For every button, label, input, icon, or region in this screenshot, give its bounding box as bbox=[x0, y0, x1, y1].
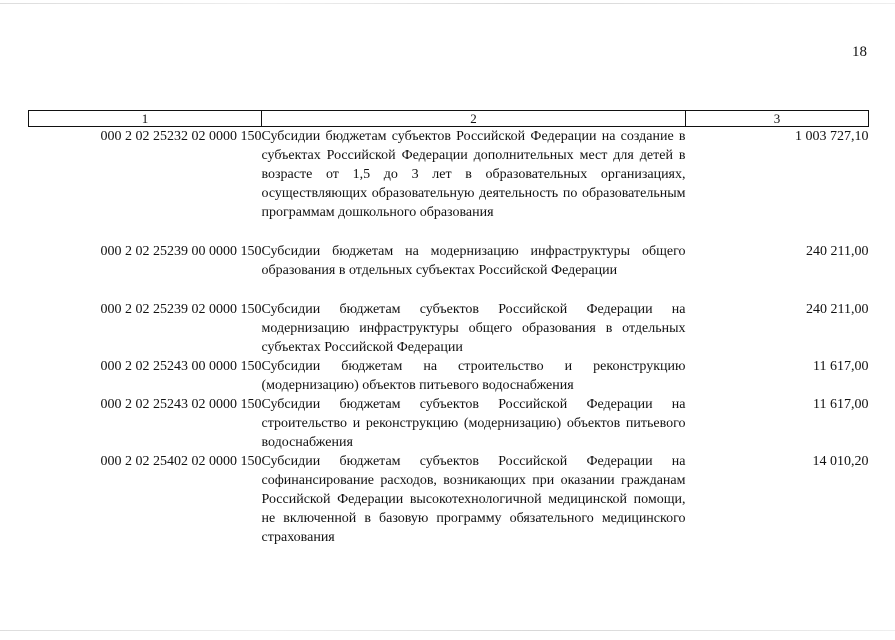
table-header-row bbox=[29, 111, 869, 127]
budget-description: Субсидии бюджетам субъектов Российской Федерации на модернизацию инфраструктуры общего образования в отдельных субъектах Российской Федерации bbox=[261, 302, 686, 355]
budget-description: Субсидии бюджетам на модернизацию инфраструктуры общего образования в отдельных субъектах Российской Федерации bbox=[261, 244, 686, 278]
budget-table bbox=[28, 110, 869, 547]
scan-artifact-bottom bbox=[0, 630, 895, 631]
table-row bbox=[29, 452, 869, 547]
budget-code: 000 2 02 25239 02 0000 150 bbox=[100, 302, 262, 317]
table-row bbox=[29, 395, 869, 452]
budget-code: 000 2 02 25232 02 0000 150 bbox=[100, 129, 262, 144]
budget-code: 000 2 02 25402 02 0000 150 bbox=[100, 454, 262, 469]
budget-amount: 11 617,00 bbox=[813, 397, 869, 412]
budget-amount: 240 211,00 bbox=[806, 302, 869, 317]
table-row bbox=[29, 300, 869, 357]
column-header-1: 1 bbox=[29, 111, 262, 127]
page-number: 18 bbox=[852, 44, 867, 60]
budget-amount: 240 211,00 bbox=[806, 244, 869, 259]
scan-artifact-top bbox=[0, 3, 895, 4]
column-header-2: 2 bbox=[262, 111, 686, 127]
table-row bbox=[29, 127, 869, 243]
column-header-3: 3 bbox=[686, 111, 869, 127]
budget-description: Субсидии бюджетам субъектов Российской Федерации на софинансирование расходов, возникающих при оказании гражданам Российской Федерации высокотехнологичной медицинской помощи, не включенной в базовую программу обязательного медицинского страхования bbox=[261, 454, 686, 545]
table-row bbox=[29, 242, 869, 300]
budget-code: 000 2 02 25243 02 0000 150 bbox=[100, 397, 262, 412]
budget-description: Субсидии бюджетам субъектов Российской Федерации на строительство и реконструкцию (модернизацию) объектов питьевого водоснабжения bbox=[261, 397, 686, 450]
budget-description: Субсидии бюджетам на строительство и реконструкцию (модернизацию) объектов питьевого водоснабжения bbox=[261, 359, 686, 393]
budget-amount: 1 003 727,10 bbox=[795, 129, 869, 144]
budget-amount: 14 010,20 bbox=[812, 454, 869, 469]
budget-code: 000 2 02 25243 00 0000 150 bbox=[100, 359, 262, 374]
budget-amount: 11 617,00 bbox=[813, 359, 869, 374]
budget-description: Субсидии бюджетам субъектов Российской Федерации на создание в субъектах Российской Федерации дополнительных мест для детей в возрасте от 1,5 до 3 лет в образовательных организациях, осуществляющих образовательную деятельность по образовательным программам дошкольного образования bbox=[261, 129, 686, 220]
budget-code: 000 2 02 25239 00 0000 150 bbox=[100, 244, 262, 259]
table-row bbox=[29, 357, 869, 395]
